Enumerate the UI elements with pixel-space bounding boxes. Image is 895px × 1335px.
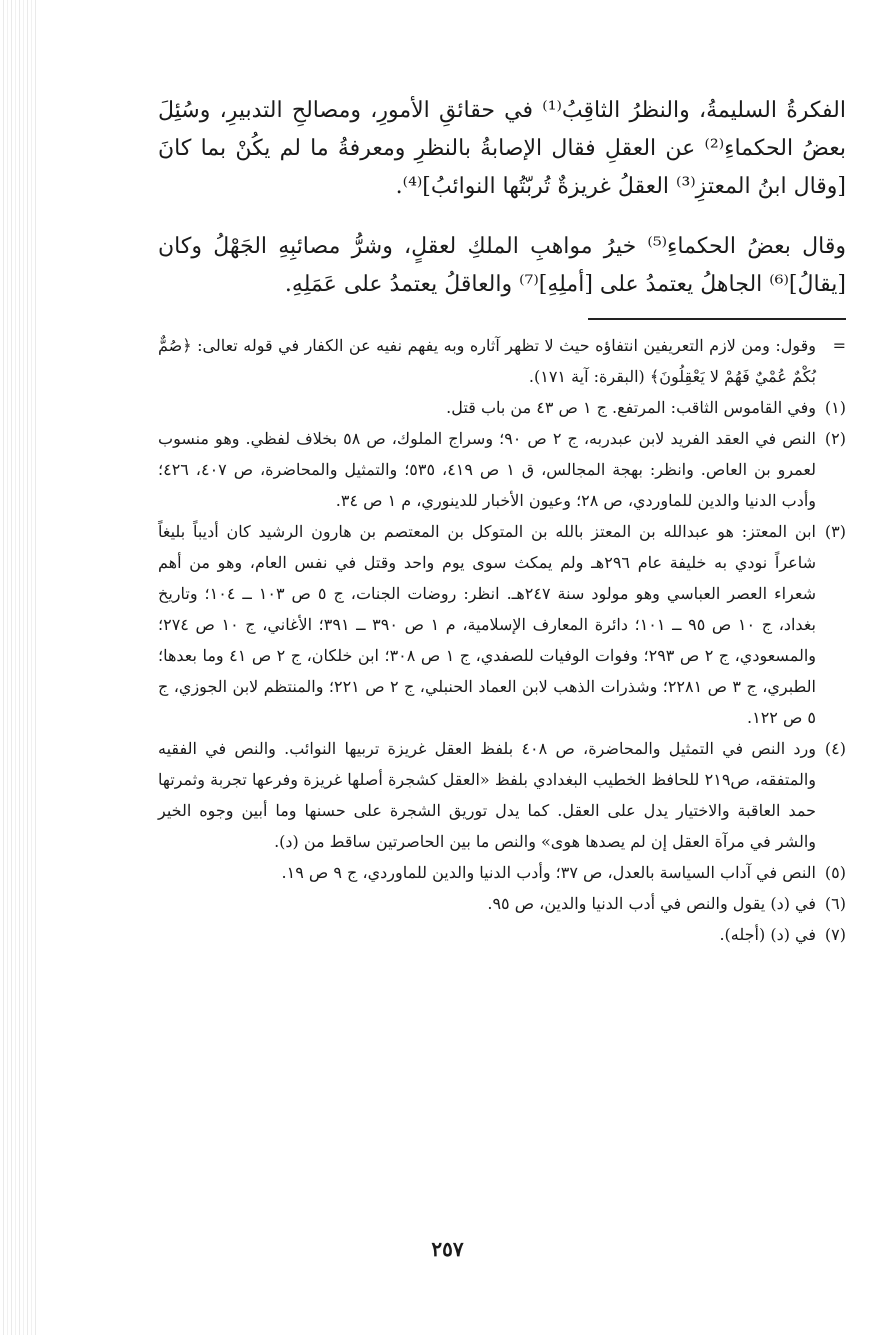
footnote-text: النص في العقد الفريد لابن عبدربه، ج ٢ ص ٩٠؛ وسراج الملوك، ص ٥٨ بخلاف لفظي. وهو منسوب لعمرو بن العاص. وانظر: بهجة المجالس، ق ١ ص ٤١٩، ٥٣٥؛ والتمثيل والمحاضرة، ص ٤٠٧، ٤٢٦؛ وأدب الدنيا والدين للماوردي، ص ٢٨؛ وعيون الأخبار للدينوري، م ١ ص ٣٤. bbox=[158, 429, 817, 510]
footnote-text: وفي القاموس الثاقب: المرتفع. ج ١ ص ٤٣ من باب قتل. bbox=[446, 398, 816, 417]
page-content bbox=[158, 92, 846, 950]
footnote-text: النص في آداب السياسة بالعدل، ص ٣٧؛ وأدب الدنيا والدين للماوردي، ج ٩ ص ١٩. bbox=[281, 863, 816, 882]
footnotes bbox=[158, 330, 846, 950]
page-number: ٢٥٧ bbox=[431, 1237, 464, 1261]
footnote-continuation bbox=[158, 330, 846, 392]
footnote-5 bbox=[158, 857, 846, 888]
footnote-marker: (٧) bbox=[824, 925, 846, 944]
footnote-marker: (٢) bbox=[824, 429, 846, 448]
footnote-text: في (د) (أجله). bbox=[719, 925, 816, 944]
footnote-marker: (١) bbox=[824, 398, 846, 417]
footnote-marker: (٥) bbox=[824, 863, 846, 882]
footnote-text: ابن المعتز: هو عبدالله بن المعتز بالله بن المتوكل بن المعتصم بن هارون الرشيد كان أديباً بليغاً شاعراً نودي به خليفة عام ٢٩٦هـ ولم يمكث سوى يوم واحد وقتل في نفس العام، وهو من أهم شعراء العصر العباسي وهو مولود سنة ٢٤٧هـ. انظر: روضات الجنات، ج ٥ ص ١٠٣ ــ ١٠٤؛ وتاريخ بغداد، ج ١٠ ص ٩٥ ــ ١٠١؛ دائرة المعارف الإسلامية، م ١ ص ٣٩٠ ــ ٣٩١؛ الأغاني، ج ١٠ ص ٢٧٤؛ والمسعودي، ج ٢ ص ٢٩٣؛ وفوات الوفيات للصفدي، ج ١ ص ٣٠٨؛ ابن خلكان، ج ٢ ص ٤١ وما بعدها؛ الطبري، ج ٣ ص ٢٢٨١؛ وشذرات الذهب لابن العماد الحنبلي، ج ٢ ص ٢٢١؛ والمنتظم لابن الجوزي، ج ٥ ص ١٢٢. bbox=[158, 522, 817, 727]
footnote-marker: = bbox=[832, 336, 846, 355]
footnote-1 bbox=[158, 392, 846, 423]
footnote-text: وقول: ومن لازم التعريفين انتفاؤه حيث لا تظهر آثاره وبه يفهم نفيه عن الكفار في قوله تعالى: ﴿صُمٌّ بُكْمٌ عُمْيٌ فَهُمْ لا يَعْقِلُونَ﴾ (البقرة: آية ١٧١). bbox=[158, 336, 816, 386]
footnote-separator bbox=[588, 318, 846, 320]
scan-edge-artifact bbox=[0, 0, 38, 1335]
footnote-marker: (٣) bbox=[824, 522, 846, 541]
footnote-text: في (د) يقول والنص في أدب الدنيا والدين، ص ٩٥. bbox=[487, 894, 816, 913]
main-text bbox=[158, 92, 846, 304]
footnote-3 bbox=[158, 516, 846, 733]
footnote-marker: (٤) bbox=[824, 739, 846, 758]
footnote-6 bbox=[158, 888, 846, 919]
footnote-text: ورد النص في التمثيل والمحاضرة، ص ٤٠٨ بلفظ العقل غريزة تربيها النوائب. والنص في الفقيه والمتفقه، ص٢١٩ للحافظ الخطيب البغدادي بلفظ «العقل كشجرة أصلها غريزة وفرعها تجربة وثمرتها حمد العاقبة والاختيار يدل على العقل. كما يدل توريق الشجرة على حسنها وما أبين وجوه الخير والشر في مرآة العقل إن لم يصدها هوى» والنص ما بين الحاصرتين ساقط من (د). bbox=[158, 739, 817, 851]
footnote-2 bbox=[158, 423, 846, 516]
footnote-7 bbox=[158, 919, 846, 950]
body-paragraph-1: الفكرةُ السليمةُ، والنظرُ الثاقِبُ⁽¹⁾ في حقائقِ الأمورِ، ومصالحِ التدبيرِ، وسُئِلَ بعضُ الحكماءِ⁽²⁾ عن العقلِ فقال الإصابةُ بالنظرِ ومعرفةُ ما لم يكُنْ بما كانَ [وقال ابنُ المعتزِ⁽³⁾ العقلُ غريزةٌ تُربّتُها النوائبُ]⁽⁴⁾. bbox=[158, 98, 846, 199]
body-paragraph-2: وقال بعضُ الحكماءِ⁽⁵⁾ خيرُ مواهبِ الملكِ لعقلٍ، وشرُّ مصائبِهِ الجَهْلُ وكان [يقالُ]⁽⁶⁾ الجاهلُ يعتمدُ على [أملِهِ]⁽⁷⁾ والعاقلُ يعتمدُ على عَمَلِهِ. bbox=[158, 234, 846, 297]
footnote-marker: (٦) bbox=[824, 894, 846, 913]
footnote-4 bbox=[158, 733, 846, 857]
